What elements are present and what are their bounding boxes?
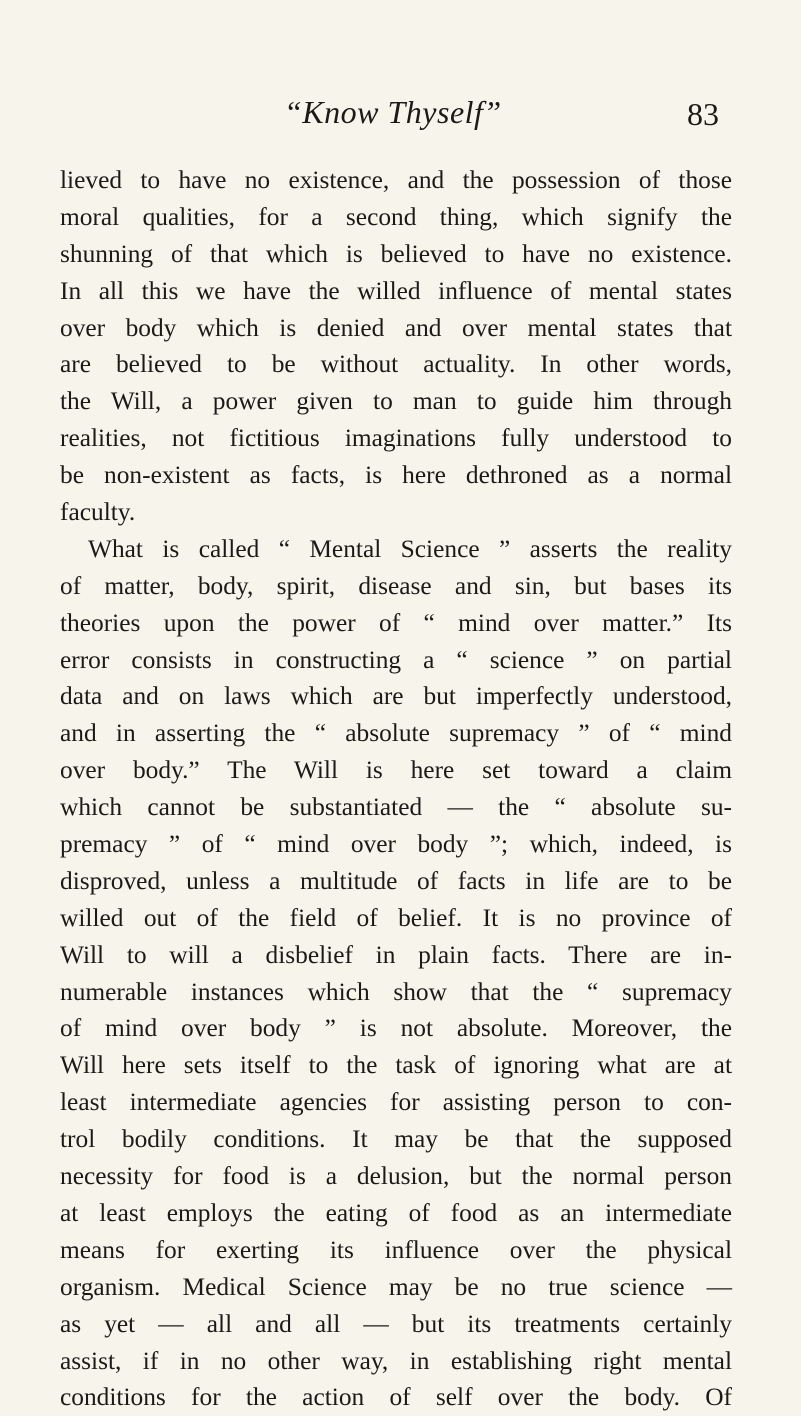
- text-line: disproved, unless a multitude of facts in life are to be: [60, 866, 732, 895]
- text-line: as yet — all and all — but its treatments certainly: [60, 1309, 732, 1338]
- text-line: theories upon the power of “ mind over matter.” Its: [60, 608, 732, 637]
- text-line: which cannot be substantiated — the “ absolute su-: [60, 793, 732, 822]
- text-line: conditions for the action of self over the body. Of: [60, 1383, 732, 1412]
- body-text: [60, 162, 732, 1416]
- text-line: of mind over body ” is not absolute. Moreover, the: [60, 1014, 732, 1043]
- text-line: trol bodily conditions. It may be that the supposed: [60, 1125, 732, 1154]
- text-line: means for exerting its influence over the physical: [60, 1235, 732, 1264]
- text-line: over body which is denied and over mental states that: [60, 313, 732, 342]
- text-line: error consists in constructing a “ science ” on partial: [60, 645, 732, 674]
- page-number: 83: [687, 96, 719, 132]
- page-header: [0, 94, 801, 134]
- text-line: moral qualities, for a second thing, which signify the: [60, 202, 732, 231]
- text-line: premacy ” of “ mind over body ”; which, indeed, is: [60, 830, 732, 859]
- text-line: of matter, body, spirit, disease and sin, but bases its: [60, 571, 732, 600]
- text-line: What is called “ Mental Science ” asserts the reality: [88, 534, 732, 563]
- text-line: numerable instances which show that the “ supremacy: [60, 977, 732, 1006]
- text-line: assist, if in no other way, in establishing right mental: [60, 1346, 732, 1375]
- text-line: realities, not fictitious imaginations fully understood to: [60, 424, 732, 453]
- text-line: the Will, a power given to man to guide him through: [60, 387, 732, 416]
- text-line: over body.” The Will is here set toward a claim: [60, 756, 732, 785]
- text-line: least intermediate agencies for assisting person to con-: [60, 1088, 732, 1117]
- text-line: shunning of that which is believed to have no existence.: [60, 239, 732, 268]
- text-line: In all this we have the willed influence of mental states: [60, 276, 732, 305]
- text-line: Will here sets itself to the task of ignoring what are at: [60, 1051, 732, 1080]
- running-title: “Know Thyself”: [284, 94, 502, 130]
- text-line: are believed to be without actuality. In other words,: [60, 350, 732, 379]
- text-line: willed out of the field of belief. It is no province of: [60, 903, 732, 932]
- text-line: and in asserting the “ absolute supremacy ” of “ mind: [60, 719, 732, 748]
- text-line: data and on laws which are but imperfectly understood,: [60, 682, 732, 711]
- text-line: at least employs the eating of food as an intermediate: [60, 1198, 732, 1227]
- text-line: Will to will a disbelief in plain facts. There are in-: [60, 940, 732, 969]
- text-line: necessity for food is a delusion, but the normal person: [60, 1162, 732, 1191]
- text-line: be non-existent as facts, is here dethroned as a normal: [60, 461, 732, 490]
- text-line: faculty.: [60, 498, 136, 527]
- text-line: organism. Medical Science may be no true science —: [60, 1272, 732, 1301]
- text-line: lieved to have no existence, and the possession of those: [60, 166, 732, 194]
